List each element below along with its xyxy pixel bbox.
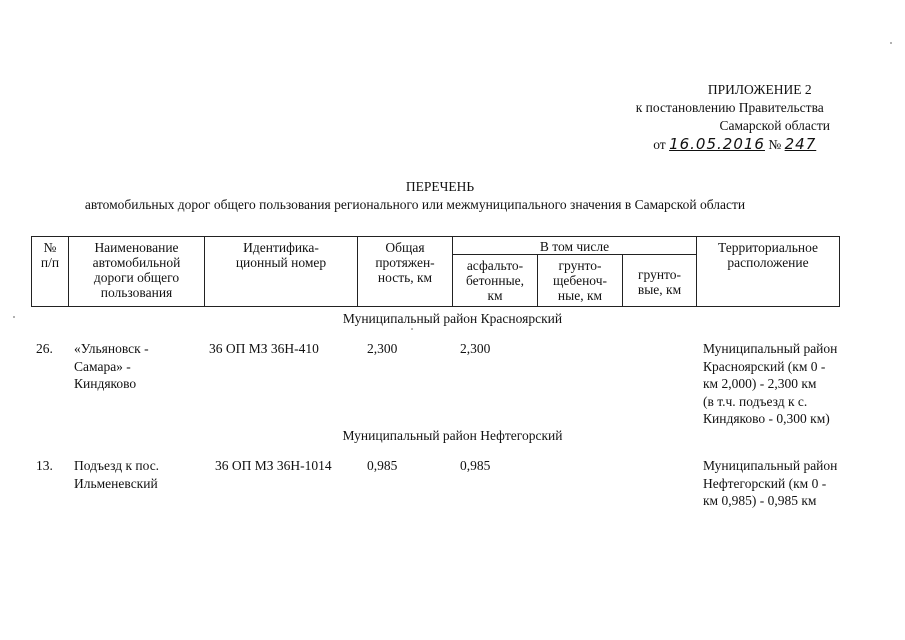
row-asphalt-length: 2,300 — [460, 341, 491, 356]
section-title: Муниципальный район Нефтегорский — [342, 428, 563, 443]
appendix-date-line — [639, 135, 830, 154]
header-line: Наименование — [94, 240, 179, 255]
appendix-resolution: к постановлению Правительства — [635, 100, 824, 115]
header-gravel — [538, 258, 622, 303]
resolution-number: 247 — [784, 135, 817, 153]
row-num: 26. — [36, 341, 53, 356]
document-subtitle: автомобильных дорог общего пользования регионального или межмуниципального значения в Самарской области — [84, 197, 746, 212]
header-location — [697, 240, 839, 270]
header-dirt — [623, 267, 696, 297]
header-including: В том числе — [539, 239, 610, 254]
row-total-length: 0,985 — [367, 458, 398, 473]
header-num-line: п/п — [40, 255, 60, 270]
cell-line: Муниципальный район — [703, 341, 838, 356]
header-num-line: № — [43, 240, 57, 255]
document-title: ПЕРЕЧЕНЬ — [405, 179, 475, 194]
header-identifier — [205, 240, 357, 270]
header-line: ность, км — [377, 270, 433, 285]
header-line: асфальто- — [466, 258, 524, 273]
cell-line: Ильменевский — [74, 475, 158, 491]
header-road-name — [69, 240, 204, 300]
header-line: дороги общего — [93, 270, 180, 285]
date-prefix: от — [653, 137, 666, 152]
cell-line: Муниципальный район — [703, 458, 838, 473]
cell-line: Подъезд к пос. — [74, 458, 160, 473]
header-line: Идентифика- — [243, 240, 319, 255]
cell-line: Киндяково - 0,300 км) — [703, 411, 830, 426]
header-line: ные, км — [557, 288, 603, 303]
cell-line: Красноярский (км 0 - — [703, 358, 826, 374]
header-num — [32, 240, 68, 270]
header-line: вые, км — [637, 282, 682, 297]
header-asphalt — [453, 258, 537, 303]
cell-line: км 0,985) - 0,985 км — [703, 493, 817, 508]
header-line: ционный номер — [235, 255, 327, 270]
row-location — [703, 340, 837, 428]
scan-speck — [13, 316, 15, 318]
cell-line: Самара» - — [74, 358, 131, 374]
cell-line: (в т.ч. подъезд к с. — [703, 393, 808, 409]
scan-speck — [411, 328, 413, 330]
header-total-length — [358, 240, 452, 285]
scan-speck — [890, 42, 892, 44]
row-identifier: 36 ОП МЗ 36Н-1014 — [215, 458, 332, 473]
row-num: 13. — [36, 458, 53, 473]
row-location — [703, 457, 837, 510]
cell-line: Киндяково — [74, 376, 137, 391]
header-line: Территориальное — [717, 240, 819, 255]
row-identifier: 36 ОП МЗ 36Н-410 — [209, 341, 319, 356]
header-line: бетонные, — [465, 273, 525, 288]
header-line: автомобильной — [92, 255, 181, 270]
cell-line: «Ульяновск - — [74, 341, 149, 356]
header-line: грунто- — [558, 258, 602, 273]
number-sign: № — [768, 137, 782, 152]
section-title: Муниципальный район Красноярский — [342, 311, 563, 326]
cell-line: км 2,000) - 2,300 км — [703, 376, 817, 391]
appendix-region: Самарской области — [719, 118, 830, 133]
row-total-length: 2,300 — [367, 341, 398, 356]
header-line: протяжен- — [375, 255, 435, 270]
header-line: расположение — [727, 255, 809, 270]
header-line: щебеноч- — [553, 273, 607, 288]
row-asphalt-length: 0,985 — [460, 458, 491, 473]
appendix-number: ПРИЛОЖЕНИЕ 2 — [707, 82, 812, 97]
row-road-name — [74, 340, 149, 393]
row-road-name — [74, 457, 159, 492]
header-line: грунто- — [637, 267, 682, 282]
cell-line: Нефтегорский (км 0 - — [703, 475, 827, 491]
resolution-date: 16.05.2016 — [669, 135, 765, 153]
appendix-header — [629, 81, 830, 154]
header-line: км — [487, 288, 503, 303]
header-line: Общая — [385, 240, 425, 255]
header-line: пользования — [100, 285, 173, 300]
